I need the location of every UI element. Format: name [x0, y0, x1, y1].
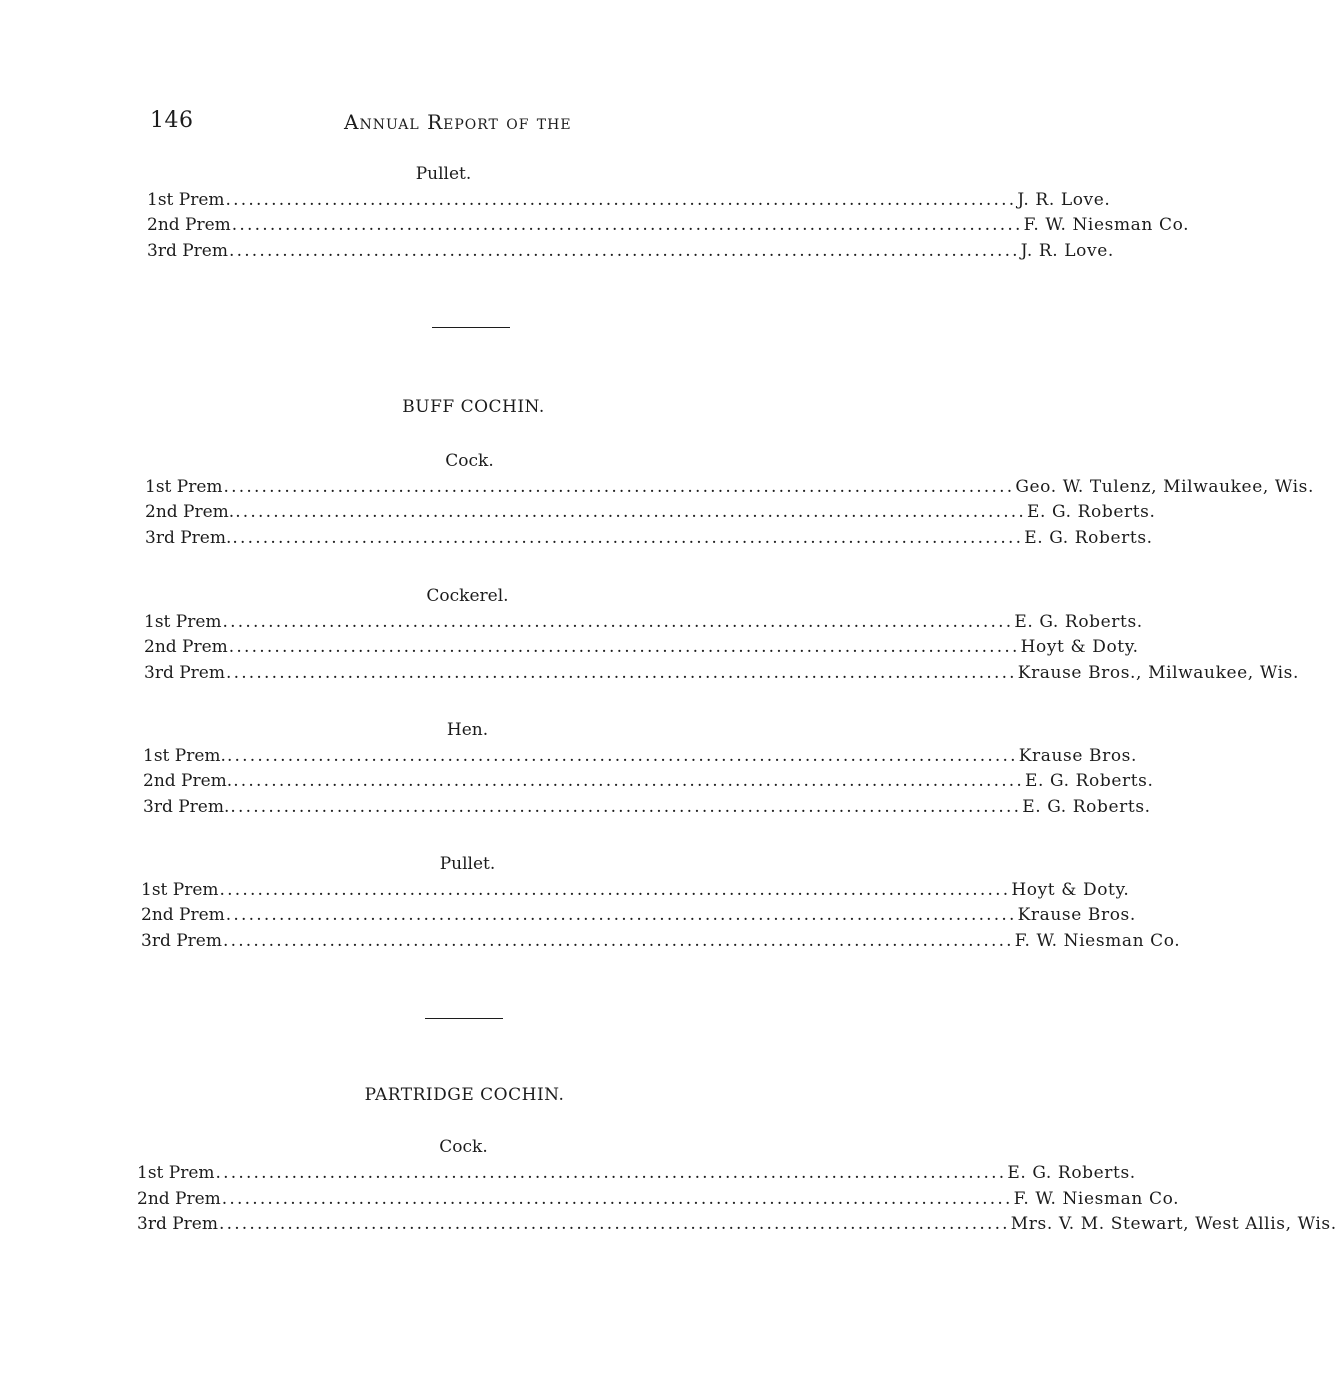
prize-entry — [145, 526, 1153, 550]
prize-winner: E. G. Roberts. — [1027, 502, 1156, 522]
prize-place: 3rd Prem — [144, 663, 225, 683]
prize-winner: J. R. Love. — [1020, 241, 1114, 261]
prize-place: 2nd Prem — [137, 1189, 221, 1209]
dot-leader: ........................................................................................................ — [222, 612, 1014, 632]
running-head: Annual Report of the — [344, 110, 572, 134]
dot-leader: ........................................................................................................ — [230, 797, 1022, 817]
prize-winner: Geo. W. Tulenz, Milwaukee, Wis. — [1015, 477, 1315, 497]
prize-entry — [147, 239, 1114, 263]
prize-entry — [137, 1212, 1337, 1236]
prize-winner: J. R. Love. — [1017, 190, 1111, 210]
prize-entry — [145, 500, 1156, 524]
section-divider — [432, 327, 510, 328]
dot-leader: ........................................................................................................ — [223, 477, 1015, 497]
dot-leader: ........................................................................................................ — [235, 502, 1026, 522]
prize-place: 3rd Prem — [141, 931, 222, 951]
prize-place: 1st Prem. — [143, 746, 226, 766]
prize-place: 1st Prem — [137, 1163, 215, 1183]
prize-winner: E. G. Roberts. — [1024, 528, 1153, 548]
prize-place: 1st Prem — [145, 477, 223, 497]
dot-leader: ........................................................................................................ — [218, 1214, 1010, 1234]
subsection-title-cock: Cock. — [445, 451, 494, 471]
prize-winner: E. G. Roberts. — [1022, 797, 1151, 817]
prize-entry — [147, 213, 1190, 237]
dot-leader: ........................................................................................................ — [232, 528, 1024, 548]
dot-leader: ........................................................................................................ — [221, 1189, 1013, 1209]
dot-leader: ........................................................................................................ — [215, 1163, 1007, 1183]
prize-entry — [141, 929, 1181, 953]
prize-winner: Hoyt & Doty. — [1011, 880, 1130, 900]
prize-winner: Hoyt & Doty. — [1020, 637, 1139, 657]
prize-entry — [141, 903, 1136, 927]
prize-winner: F. W. Niesman Co. — [1013, 1189, 1180, 1209]
prize-entry — [137, 1187, 1180, 1211]
dot-leader: ........................................................................................................ — [226, 746, 1018, 766]
dot-leader: ........................................................................................................ — [231, 215, 1023, 235]
subsection-title-cock: Cock. — [439, 1137, 488, 1157]
prize-place: 2nd Prem — [141, 905, 225, 925]
prize-place: 3rd Prem — [147, 241, 228, 261]
prize-entry — [143, 769, 1154, 793]
dot-leader: ........................................................................................................ — [219, 880, 1011, 900]
prize-place: 2nd Prem — [147, 215, 231, 235]
prize-place: 2nd Prem. — [145, 502, 235, 522]
prize-entry — [144, 661, 1299, 685]
prize-entry — [137, 1161, 1136, 1185]
prize-winner: E. G. Roberts. — [1007, 1163, 1136, 1183]
prize-place: 1st Prem — [141, 880, 219, 900]
dot-leader: ........................................................................................................ — [225, 190, 1017, 210]
subsection-title-pullet: Pullet. — [415, 164, 472, 184]
dot-leader: ........................................................................................................ — [228, 241, 1020, 261]
prize-place: 1st Prem — [144, 612, 222, 632]
prize-place: 3rd Prem. — [145, 528, 232, 548]
prize-winner: Krause Bros. — [1017, 905, 1136, 925]
section-divider — [425, 1018, 503, 1019]
prize-winner: Krause Bros., Milwaukee, Wis. — [1017, 663, 1299, 683]
prize-entry — [145, 475, 1315, 499]
prize-place: 3rd Prem — [137, 1214, 218, 1234]
prize-winner: E. G. Roberts. — [1014, 612, 1143, 632]
prize-entry — [143, 795, 1151, 819]
section-title-partridge-cochin: PARTRIDGE COCHIN. — [364, 1085, 565, 1105]
prize-place: 1st Prem — [147, 190, 225, 210]
prize-place: 3rd Prem. — [143, 797, 230, 817]
prize-entry — [141, 878, 1130, 902]
subsection-title-cockerel: Cockerel. — [426, 586, 509, 606]
section-title-buff-cochin: BUFF COCHIN. — [402, 397, 545, 417]
prize-winner: F. W. Niesman Co. — [1023, 215, 1190, 235]
prize-entry — [144, 635, 1139, 659]
prize-winner: E. G. Roberts. — [1025, 771, 1154, 791]
dot-leader: ........................................................................................................ — [222, 931, 1014, 951]
dot-leader: ........................................................................................................ — [228, 637, 1020, 657]
prize-winner: F. W. Niesman Co. — [1014, 931, 1181, 951]
prize-entry — [144, 610, 1143, 634]
prize-entry — [143, 744, 1138, 768]
dot-leader: ........................................................................................................ — [233, 771, 1024, 791]
prize-entry — [147, 188, 1111, 212]
prize-place: 2nd Prem. — [143, 771, 233, 791]
dot-leader: ........................................................................................................ — [225, 663, 1017, 683]
prize-place: 2nd Prem — [144, 637, 228, 657]
subsection-title-hen: Hen. — [446, 720, 489, 740]
prize-winner: Mrs. V. M. Stewart, West Allis, Wis. — [1010, 1214, 1337, 1234]
prize-winner: Krause Bros. — [1018, 746, 1138, 766]
dot-leader: ........................................................................................................ — [225, 905, 1017, 925]
page-number: 146 — [150, 108, 194, 133]
subsection-title-pullet: Pullet. — [439, 854, 496, 874]
